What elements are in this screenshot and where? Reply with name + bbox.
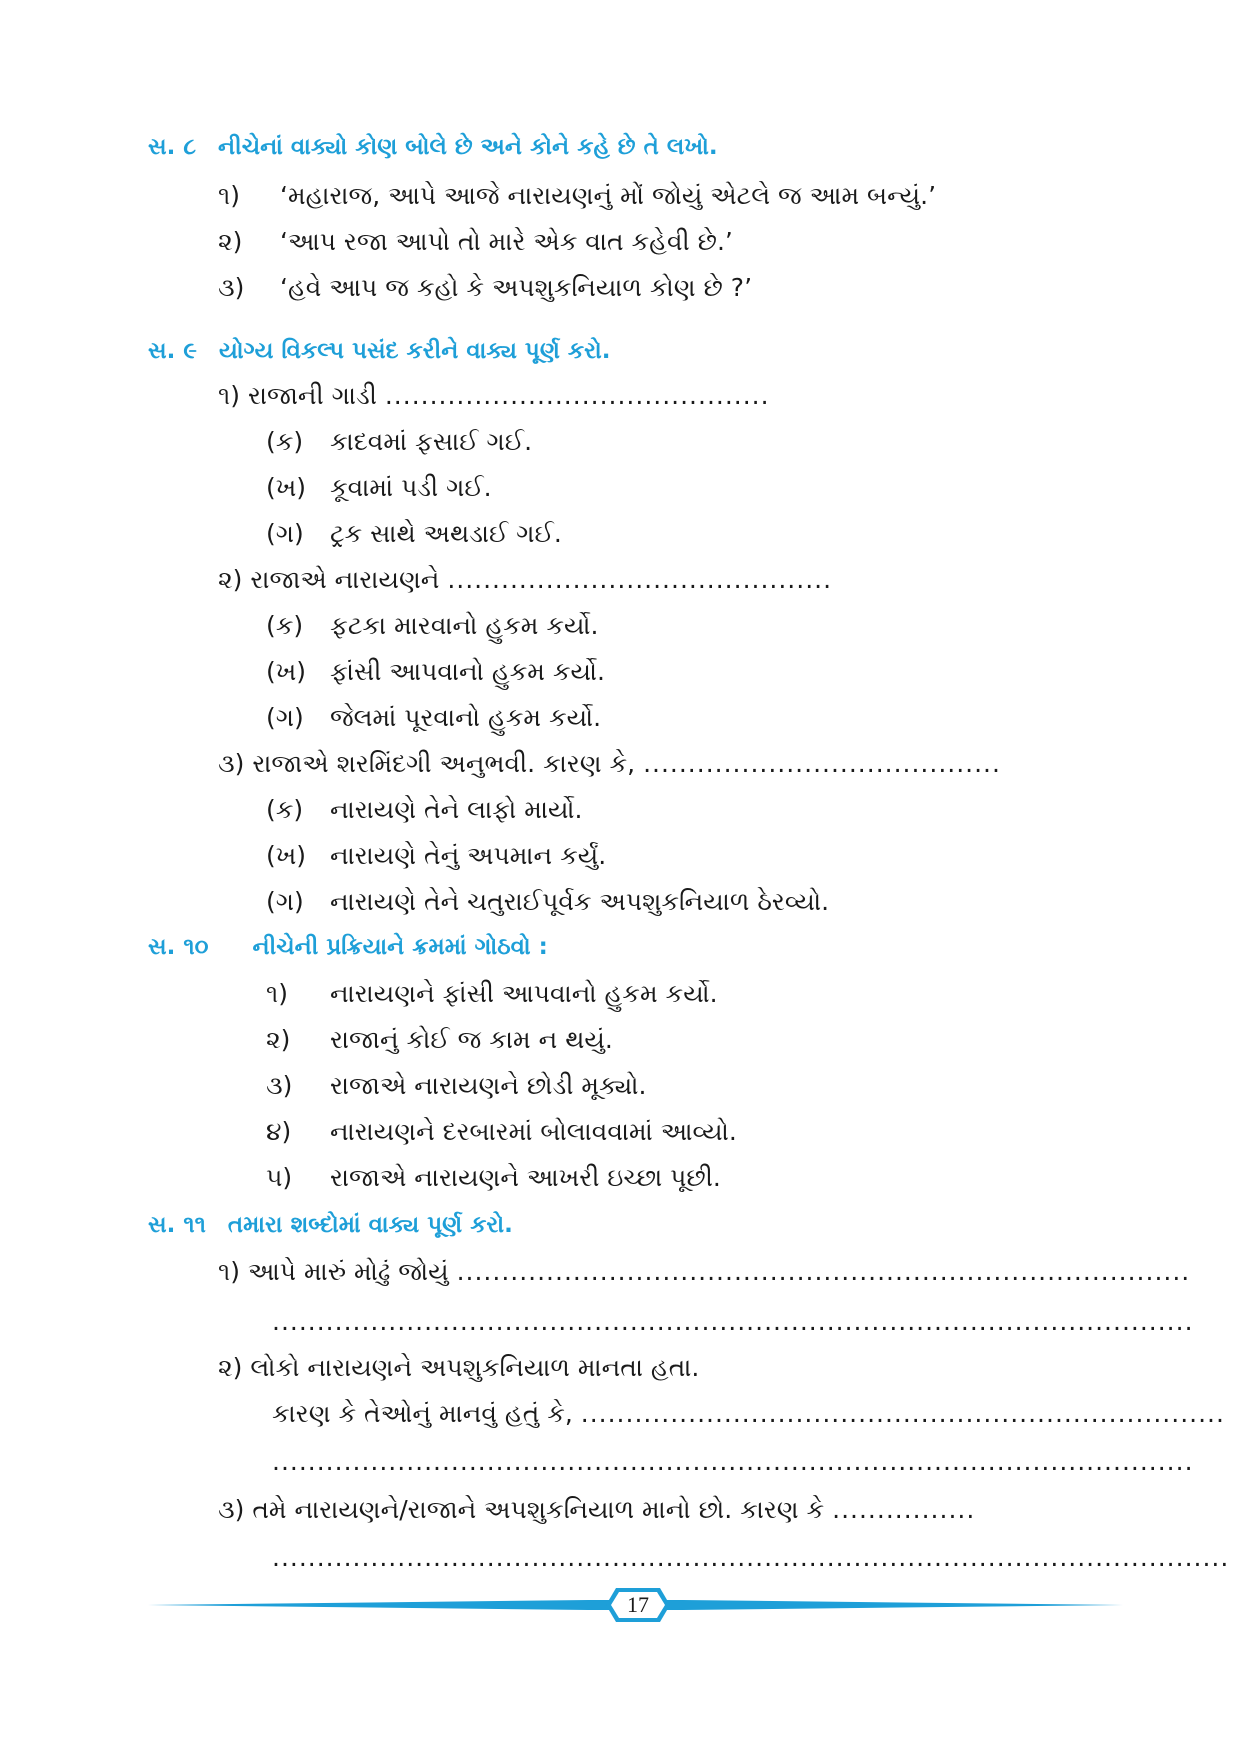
q8-item-1-number: ૧) — [218, 181, 241, 210]
q9-item-1-option-c-text: ટ્રક સાથે અથડાઈ ગઈ. — [330, 519, 562, 548]
q9-item-1-option-a-text: કાદવમાં ફસાઈ ગઈ. — [330, 427, 533, 456]
q9-item-3-option-b — [266, 840, 606, 872]
q8-item-3-text: ‘હવે આપ જ કહો કે અપશુકનિયાળ કોણ છે ?’ — [280, 273, 753, 302]
question-8-heading — [148, 134, 718, 160]
question-11-title: તમારા શબ્દોમાં વાક્ય પૂર્ણ કરો. — [227, 1212, 513, 1238]
q9-item-2-option-a — [266, 610, 598, 642]
q9-item-3-number: ૩) — [218, 749, 245, 778]
question-10-title: નીચેની પ્રક્રિયાને ક્રમમાં ગોઠવો : — [252, 934, 548, 960]
question-11-number: સ. ૧૧ — [148, 1212, 206, 1238]
q11-item-3-number: ૩) — [218, 1495, 245, 1524]
question-8-number: સ. ૮ — [148, 134, 197, 160]
q9-item-1-number: ૧) — [218, 381, 241, 410]
q10-item-1-number: ૧) — [266, 979, 289, 1008]
q9-item-3-option-a-number: (ક) — [266, 795, 304, 824]
q8-item-3-number: ૩) — [218, 273, 245, 302]
q8-item-3 — [218, 272, 752, 304]
q11-item-2-line-2 — [272, 1398, 1225, 1430]
q11-item-1-blank-2[interactable]: ....................................................................................................... — [272, 1307, 1194, 1336]
q11-item-2 — [218, 1352, 699, 1384]
question-10-number: સ. ૧૦ — [148, 934, 209, 960]
q9-item-1-option-a — [266, 426, 532, 458]
q11-item-2-text: લોકો નારાયણને અપશુકનિયાળ માનતા હતા. — [250, 1353, 700, 1382]
q9-item-1-option-c-number: (ગ) — [266, 519, 304, 548]
question-8-title: નીચેનાં વાક્યો કોણ બોલે છે અને કોને કહે છે તે લખો. — [218, 134, 718, 160]
q10-item-5 — [266, 1162, 721, 1194]
q11-item-2-blank[interactable]: ........................................................................ — [580, 1399, 1225, 1428]
q11-item-3-answer-line — [272, 1542, 1230, 1574]
q9-item-1-option-b-text: કૂવામાં પડી ગઈ. — [330, 473, 492, 502]
q9-item-3-option-c — [266, 886, 829, 918]
q9-item-3-option-b-number: (ખ) — [266, 841, 307, 870]
q9-item-3-text: રાજાએ શરમિંદગી અનુભવી. કારણ કે, — [252, 749, 636, 778]
q9-item-3-option-c-number: (ગ) — [266, 887, 304, 916]
q10-item-1-text: નારાયણને ફાંસી આપવાનો હુકમ કર્યો. — [330, 979, 718, 1008]
q11-item-1-answer-line — [272, 1306, 1194, 1338]
q9-item-3-option-a-text: નારાયણે તેને લાફો માર્યો. — [330, 795, 583, 824]
q11-item-2-answer-line — [272, 1446, 1194, 1478]
q9-item-1-blank[interactable]: ........................................... — [384, 381, 770, 410]
q9-item-1 — [218, 380, 785, 412]
q10-item-3 — [266, 1070, 646, 1102]
q9-item-2-blank[interactable]: ........................................... — [447, 565, 833, 594]
q9-item-2 — [218, 564, 847, 596]
q9-item-1-option-b — [266, 472, 492, 504]
q9-item-1-option-a-number: (ક) — [266, 427, 304, 456]
q10-item-3-number: ૩) — [266, 1071, 293, 1100]
q10-item-1 — [266, 978, 718, 1010]
q9-item-2-text: રાજાએ નારાયણને — [250, 565, 440, 594]
q8-item-2-number: ૨) — [218, 227, 243, 256]
q11-item-2-blank-2[interactable]: ....................................................................................................... — [272, 1447, 1194, 1476]
q9-item-1-option-c — [266, 518, 562, 550]
q10-item-5-text: રાજાએ નારાયણને આખરી ઇચ્છા પૂછી. — [330, 1163, 721, 1192]
q11-item-3 — [218, 1494, 982, 1526]
page-number: 17 — [627, 1592, 649, 1617]
q11-item-1-text: આપે મારું મોઢું જોયું — [247, 1257, 449, 1286]
q11-item-1 — [218, 1256, 1191, 1288]
q10-item-5-number: ૫) — [266, 1163, 293, 1192]
q9-item-2-option-a-text: ફટકા મારવાનો હુકમ કર્યો. — [330, 611, 599, 640]
q9-item-1-option-b-number: (ખ) — [266, 473, 307, 502]
q11-item-3-blank[interactable]: ................ — [832, 1495, 976, 1524]
q9-item-1-text: રાજાની ગાડી — [247, 381, 377, 410]
question-11-heading — [148, 1212, 513, 1238]
q9-item-3-option-c-text: નારાયણે તેને ચતુરાઈપૂર્વક અપશુકનિયાળ ઠેરવ્યો. — [330, 887, 830, 916]
q9-item-3-option-a — [266, 794, 582, 826]
q10-item-4-text: નારાયણને દરબારમાં બોલાવવામાં આવ્યો. — [330, 1117, 737, 1146]
q8-item-2-text: ‘આપ રજા આપો તો મારે એક વાત કહેવી છે.’ — [280, 227, 733, 256]
q11-item-3-blank-2[interactable]: ........................................................................................................... — [272, 1543, 1230, 1572]
q8-item-1-text: ‘મહારાજ, આપે આજે નારાયણનું મોં જોયું એટલે જ આમ બન્યું.’ — [280, 181, 937, 210]
question-9-title: યોગ્ય વિકલ્પ પસંદ કરીને વાક્ય પૂર્ણ કરો. — [219, 338, 611, 364]
q10-item-4-number: ૪) — [266, 1117, 292, 1146]
q9-item-2-option-c — [266, 702, 601, 734]
q9-item-2-number: ૨) — [218, 565, 243, 594]
question-9-number: સ. ૯ — [148, 338, 197, 364]
q10-item-2-text: રાજાનું કોઈ જ કામ ન થયું. — [330, 1025, 613, 1054]
q9-item-3 — [218, 748, 1013, 780]
q9-item-2-option-b-text: ફાંસી આપવાનો હુકમ કર્યો. — [330, 657, 605, 686]
q9-item-3-option-b-text: નારાયણે તેનું અપમાન કર્યું. — [330, 841, 607, 870]
q9-item-2-option-c-text: જેલમાં પૂરવાનો હુકમ કર્યો. — [330, 703, 602, 732]
q9-item-2-option-c-number: (ગ) — [266, 703, 304, 732]
q9-item-3-blank[interactable]: ........................................ — [643, 749, 1001, 778]
q8-item-1 — [218, 180, 936, 212]
q11-item-3-text: તમે નારાયણને/રાજાને અપશુકનિયાળ માનો છો. કારણ કે — [252, 1495, 825, 1524]
q11-item-2-reason-text: કારણ કે તેઓનું માનવું હતું કે, — [272, 1399, 573, 1428]
q11-item-1-blank[interactable]: .................................................................................. — [456, 1257, 1191, 1286]
q10-item-2 — [266, 1024, 613, 1056]
q9-item-2-option-a-number: (ક) — [266, 611, 304, 640]
q10-item-2-number: ૨) — [266, 1025, 291, 1054]
q8-item-2 — [218, 226, 733, 258]
q9-item-2-option-b-number: (ખ) — [266, 657, 307, 686]
q11-item-1-number: ૧) — [218, 1257, 241, 1286]
question-9-heading — [148, 338, 611, 364]
q9-item-2-option-b — [266, 656, 605, 688]
question-10-heading — [148, 934, 548, 960]
q10-item-4 — [266, 1116, 737, 1148]
q11-item-2-number: ૨) — [218, 1353, 243, 1382]
q10-item-3-text: રાજાએ નારાયણને છોડી મૂક્યો. — [330, 1071, 647, 1100]
